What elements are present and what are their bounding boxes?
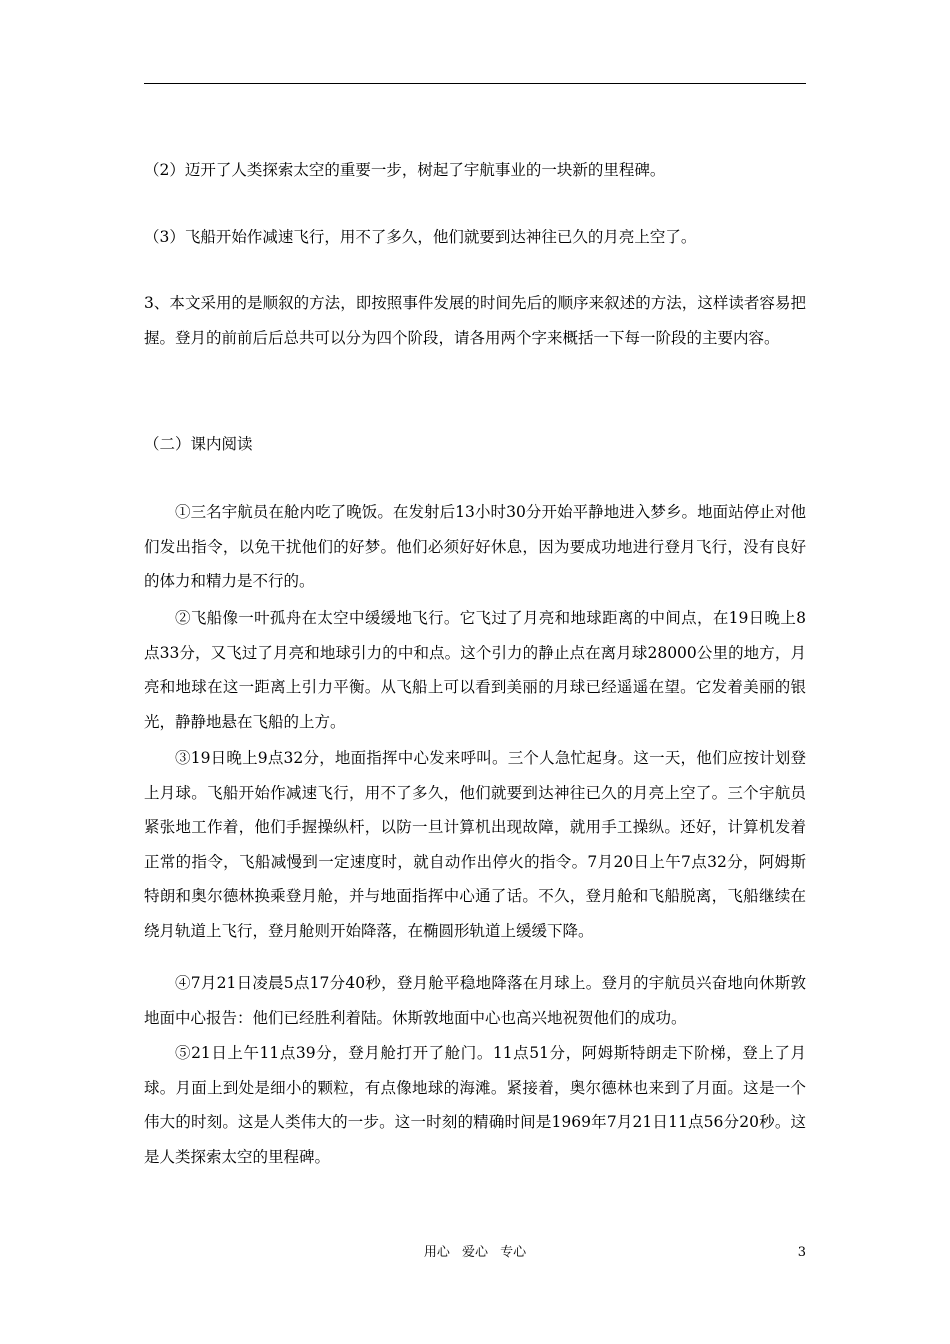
- passage-paragraph-1: ①三名宇航员在舱内吃了晚饭。在发射后13小时30分开始平静地进入梦乡。地面站停止对他们发出指令，以免干扰他们的好梦。他们必须好好休息，因为要成功地进行登月飞行，没有良好的体力和精力是不行的。: [144, 503, 806, 591]
- footer-motto: 用心 爱心 专心: [423, 1245, 527, 1260]
- answer-item-3: （3）飞船开始作减速飞行，用不了多久，他们就要到达神往已久的月亮上空了。: [144, 228, 697, 246]
- passage-paragraph-2: ②飞船像一叶孤舟在太空中缓缓地飞行。它飞过了月亮和地球距离的中间点，在19日晚上8点33分，又飞过了月亮和地球引力的中和点。这个引力的静止点在离月球28000公里的地方，月亮和地球在这一距离上引力平衡。从飞船上可以看到美丽的月球已经遥遥在望。它发着美丽的银光，静静地悬在飞船的上方。: [144, 609, 806, 731]
- passage-paragraph-5: ⑤21日上午11点39分，登月舱打开了舱门。11点51分，阿姆斯特朗走下阶梯，登上了月球。月面上到处是细小的颗粒，有点像地球的海滩。紧接着，奥尔德林也来到了月面。这是一个伟大的时刻。这是人类伟大的一步。这一时刻的精确时间是1969年7月21日11点56分20秒。这是人类探索太空的里程碑。: [144, 1044, 806, 1166]
- header-rule: [144, 83, 806, 84]
- question-3: 3、本文采用的是顺叙的方法，即按照事件发展的时间先后的顺序来叙述的方法，这样读者容易把握。登月的前前后后总共可以分为四个阶段，请各用两个字来概括一下每一阶段的主要内容。: [144, 294, 806, 347]
- passage-paragraph-4: ④7月21日凌晨5点17分40秒，登月舱平稳地降落在月球上。登月的宇航员兴奋地向休斯敦地面中心报告：他们已经胜利着陆。休斯敦地面中心也高兴地祝贺他们的成功。: [144, 974, 806, 1027]
- section-heading: （二）课内阅读: [144, 435, 253, 453]
- answer-item-2: （2）迈开了人类探索太空的重要一步，树起了宇航事业的一块新的里程碑。: [144, 161, 666, 179]
- passage-paragraph-3: ③19日晚上9点32分，地面指挥中心发来呼叫。三个人急忙起身。这一天，他们应按计划登上月球。飞船开始作减速飞行，用不了多久，他们就要到达神往已久的月亮上空了。三个宇航员紧张地工作着，他们手握操纵杆，以防一旦计算机出现故障，就用手工操纵。还好，计算机发着正常的指令，飞船减慢到一定速度时，就自动作出停火的指令。7月20日上午7点32分，阿姆斯特朗和奥尔德林换乘登月舱，并与地面指挥中心通了话。不久，登月舱和飞船脱离，飞船继续在绕月轨道上飞行，登月舱则开始降落，在椭圆形轨道上缓缓下降。: [144, 749, 806, 940]
- page-number: 3: [797, 1245, 806, 1260]
